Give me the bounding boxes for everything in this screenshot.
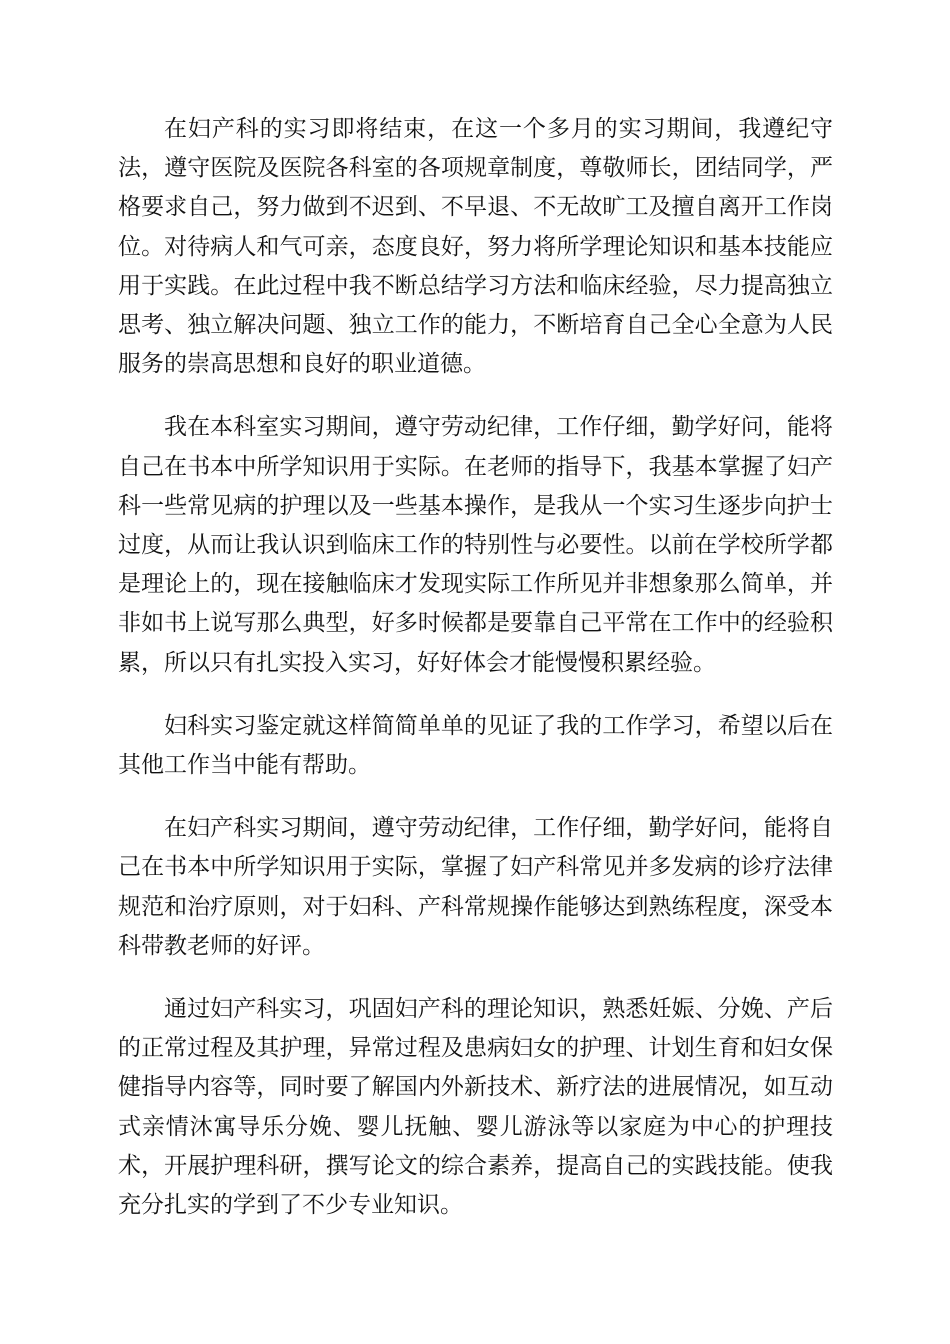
paragraph-4: 在妇产科实习期间，遵守劳动纪律，工作仔细，勤学好问，能将自己在书本中所学知识用于实际，掌握了妇产科常见并多发病的诊疗法律规范和治疗原则，对于妇科、产科常规操作能够达到熟练程度，深受本科带教老师的好评。 bbox=[118, 815, 833, 959]
document-body bbox=[118, 110, 833, 1249]
paragraph-1: 在妇产科的实习即将结束，在这一个多月的实习期间，我遵纪守法，遵守医院及医院各科室的各项规章制度，尊敬师长，团结同学，严格要求自己，努力做到不迟到、不早退、不无故旷工及擅自离开工作岗位。对待病人和气可亲，态度良好，努力将所学理论知识和基本技能应用于实践。在此过程中我不断总结学习方法和临床经验，尽力提高独立思考、独立解决问题、独立工作的能力，不断培育自己全心全意为人民服务的崇高思想和良好的职业道德。 bbox=[118, 116, 833, 378]
paragraph-5: 通过妇产科实习，巩固妇产科的理论知识，熟悉妊娠、分娩、产后的正常过程及其护理，异常过程及患病妇女的护理、计划生育和妇女保健指导内容等，同时要了解国内外新技术、新疗法的进展情况，如互动式亲情沐寓导乐分娩、婴儿抚触、婴儿游泳等以家庭为中心的护理技术，开展护理科研，撰写论文的综合素养，提高自己的实践技能。使我充分扎实的学到了不少专业知识。 bbox=[118, 996, 833, 1219]
paragraph-2: 我在本科室实习期间，遵守劳动纪律，工作仔细，勤学好问，能将自己在书本中所学知识用于实际。在老师的指导下，我基本掌握了妇产科一些常见病的护理以及一些基本操作，是我从一个实习生逐步向护士过度，从而让我认识到临床工作的特别性与必要性。以前在学校所学都是理论上的，现在接触临床才发现实际工作所见并非想象那么简单，并非如书上说写那么典型，好多时候都是要靠自己平常在工作中的经验积累，所以只有扎实投入实习，好好体会才能慢慢积累经验。 bbox=[118, 414, 833, 676]
paragraph-3: 妇科实习鉴定就这样简简单单的见证了我的工作学习，希望以后在其他工作当中能有帮助。 bbox=[118, 712, 833, 779]
